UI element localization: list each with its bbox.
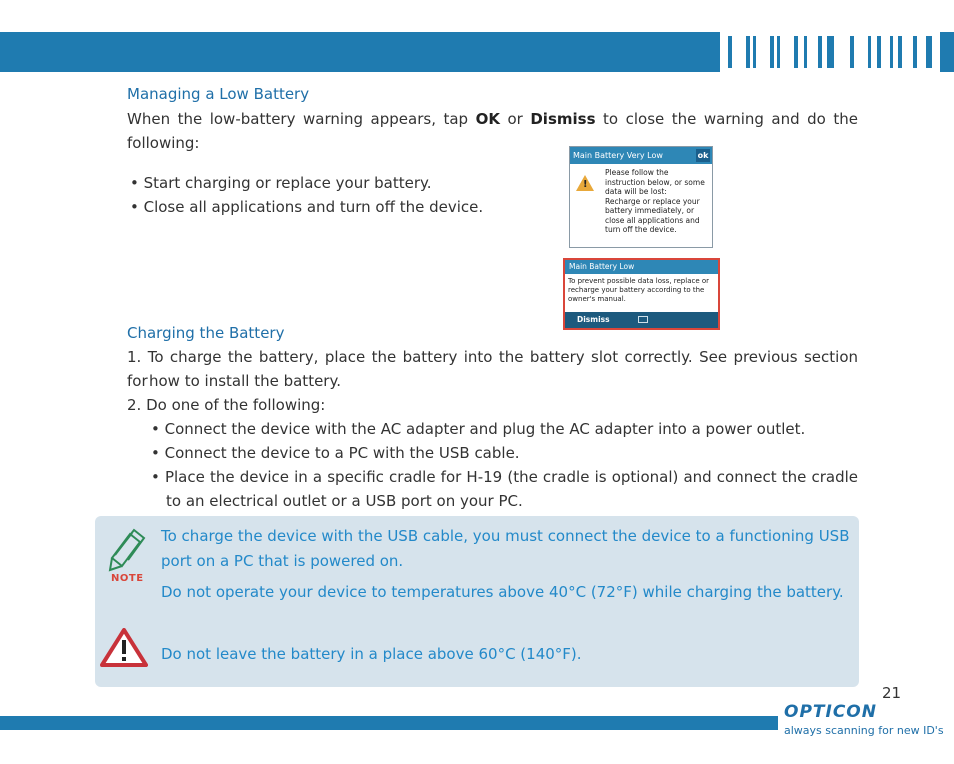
- warning-text: Do not leave the battery in a place above 60°C (140°F).: [161, 645, 582, 663]
- intro-paragraph: When the low-battery warning appears, tap OK or Dismiss to close the warning and do the: [127, 110, 858, 128]
- list-item-continued: to an electrical outlet or a USB port on your PC.: [166, 492, 523, 510]
- battery-low-dialog: [563, 258, 720, 330]
- note-text-line1: To charge the device with the USB cable, you must connect the device to a functioning USB: [161, 527, 850, 545]
- warning-exclamation-icon: !: [583, 179, 588, 190]
- list-item: • Start charging or replace your battery.: [130, 174, 432, 192]
- dialog-message: Please follow the instruction below, or some data will be lost: Recharge or replace your battery immediately, or close all applications and turn off the device.: [605, 168, 705, 234]
- pencil-note-icon: [108, 528, 148, 574]
- list-item: • Close all applications and turn off the device.: [130, 198, 484, 216]
- list-item: • Connect the device to a PC with the USB cable.: [151, 444, 520, 462]
- opticon-logo: OPTICON: [784, 702, 877, 722]
- note-label: NOTE: [111, 573, 144, 584]
- list-item: • Connect the device with the AC adapter and plug the AC adapter into a power outlet.: [151, 420, 806, 438]
- dismiss-softkey: Dismiss: [577, 315, 610, 324]
- dialog-title-bar: [570, 147, 712, 164]
- note-text-line3: Do not operate your device to temperatures above 40°C (72°F) while charging the battery.: [161, 583, 844, 601]
- footer-band: [0, 716, 778, 730]
- dialog-title: Main Battery Low: [565, 260, 718, 274]
- list-item: • Place the device in a specific cradle for H-19 (the cradle is optional) and connect the cradle: [151, 468, 858, 486]
- note-text-line2: port on a PC that is powered on.: [161, 552, 404, 570]
- dialog-message: To prevent possible data loss, replace or recharge your battery according to the owner's manual.: [568, 277, 710, 303]
- step-1-line2: how to install the battery.: [149, 372, 341, 390]
- battery-very-low-dialog: [569, 146, 713, 248]
- logo-tagline: always scanning for new ID's: [784, 724, 944, 737]
- intro-paragraph-line2: following:: [127, 134, 200, 152]
- keyboard-icon: [638, 316, 648, 323]
- step-2: 2. Do one of the following:: [127, 396, 326, 414]
- dialog-ok-button: ok: [697, 151, 709, 160]
- warning-triangle-icon: [100, 628, 148, 668]
- softkey-bar: [565, 312, 718, 328]
- section-heading-low-battery: Managing a Low Battery: [127, 85, 310, 103]
- step-1: 1. To charge the battery, place the battery into the battery slot correctly. See previous section for: [127, 348, 858, 390]
- barcode-ornament: [720, 32, 940, 72]
- dialog-title: Main Battery Very Low: [573, 151, 663, 160]
- page-number: 21: [882, 684, 902, 702]
- section-heading-charging: Charging the Battery: [127, 324, 285, 342]
